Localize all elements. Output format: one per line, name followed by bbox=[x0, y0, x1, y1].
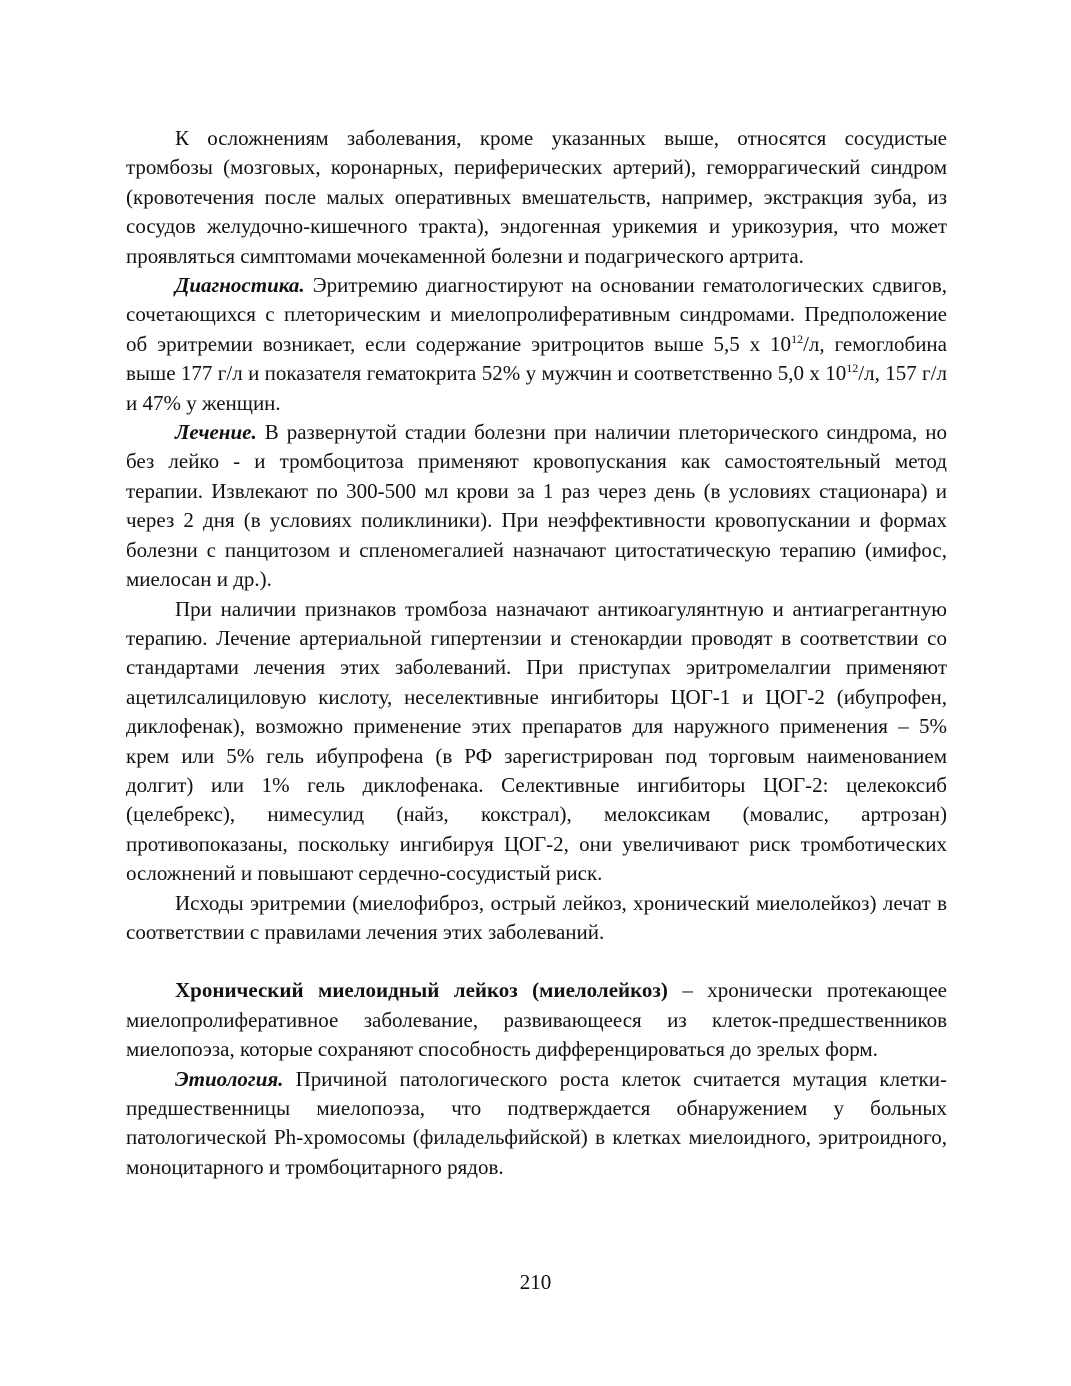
etiology-text: Причиной патологического роста клеток считается мутация клетки-предшественницы миелопоэза, что подтверждается обнаружением у больных патологической Ph-хромосомы (филадельфийской) в клетках миелоидного, эритроидного, моноцитарного и тромбоцитарного рядов. bbox=[126, 1066, 947, 1179]
paragraph-thrombosis bbox=[126, 595, 947, 889]
diagnostics-heading: Диагностика. bbox=[175, 273, 305, 298]
thrombosis-text: При наличии признаков тромбоза назначают антикоагулянтную и антиагрегантную терапию. Лечение артериальной гипертензии и стенокардии проводят в соответствии со стандартами лечения этих заболеваний. При приступах эритромелалгии применяют ацетилсалициловую кислоту, неселективные ингибиторы ЦОГ-1 и ЦОГ-2 (ибупрофен, диклофенак), возможно применение этих препаратов для наружного применения – 5% крем или 5% гель ибупрофена (в РФ зарегистрирован под торговым наименованием долгит) или 1% гель диклофенака. Селективные ингибиторы ЦОГ-2: целекоксиб (целебрекс), нимесулид (найз, кокстрал), мелоксикам (мовалис, артрозан) противопоказаны, поскольку ингибируя ЦОГ-2, они увеличивают риск тромботических осложнений и повышают сердечно-сосудистый риск. bbox=[126, 596, 947, 886]
cml-text: – хронически протекающее миелопролиферативное заболевание, развивающееся из клеток-предшественников миелопоэза, которые сохраняют способность дифференцироваться до зрелых форм. bbox=[126, 978, 947, 1062]
page-number: 210 bbox=[519, 1270, 552, 1294]
diagnostics-exponent-1: 12 bbox=[791, 331, 804, 346]
paragraph-cml bbox=[126, 976, 947, 1064]
paragraph-outcomes bbox=[126, 889, 947, 948]
outcomes-text: Исходы эритремии (миелофиброз, острый лейкоз, хронический миелолейкоз) лечат в соответствии с правилами лечения этих заболеваний. bbox=[126, 890, 947, 944]
treatment-heading: Лечение. bbox=[175, 420, 257, 445]
section-gap bbox=[126, 947, 947, 976]
diagnostics-exponent-2: 12 bbox=[846, 361, 859, 376]
complications-text: К осложнениям заболевания, кроме указанных выше, относятся сосудистые тромбозы (мозговых, коронарных, периферических артерий), геморрагический синдром (кровотечения после малых оперативных вмешательств, например, экстракция зуба, из сосудов желудочно-кишечного тракта), эндогенная урикемия и урикозурия, что может проявляться симптомами мочекаменной болезни и подагрического артрита. bbox=[126, 126, 947, 268]
treatment-text: В развернутой стадии болезни при наличии плеторического синдрома, но без лейко - и тромбоцитоза применяют кровопускания как самостоятельный метод терапии. Извлекают по 300-500 мл крови за 1 раз через день (в условиях стационара) и через 2 дня (в условиях поликлиники). При неэффективности кровопускании и формах болезни с панцитозом и спленомегалией назначают цитостатическую терапию (имифос, миелосан и др.). bbox=[126, 420, 947, 592]
paragraph-complications bbox=[126, 124, 947, 271]
etiology-heading: Этиология. bbox=[175, 1066, 284, 1091]
paragraph-treatment bbox=[126, 418, 947, 594]
diagnostics-text-3: /л, 157 г/л и 47% у женщин. bbox=[126, 361, 947, 415]
cml-heading: Хронический миелоидный лейкоз (миелолейкоз) bbox=[175, 978, 668, 1003]
paragraph-etiology bbox=[126, 1065, 947, 1183]
paragraph-diagnostics bbox=[126, 271, 947, 418]
diagnostics-text-1: Эритремию диагностируют на основании гематологических сдвигов, сочетающихся с плеторическим и миелопролиферативным синдромами. Предположение об эритремии возникает, если содержание эритроцитов выше 5,5 х 10 bbox=[126, 273, 947, 356]
diagnostics-text-2: /л, гемоглобина выше 177 г/л и показателя гематокрита 52% у мужчин и соответственно 5,0 х 10 bbox=[126, 331, 947, 386]
page-body bbox=[126, 124, 947, 1182]
